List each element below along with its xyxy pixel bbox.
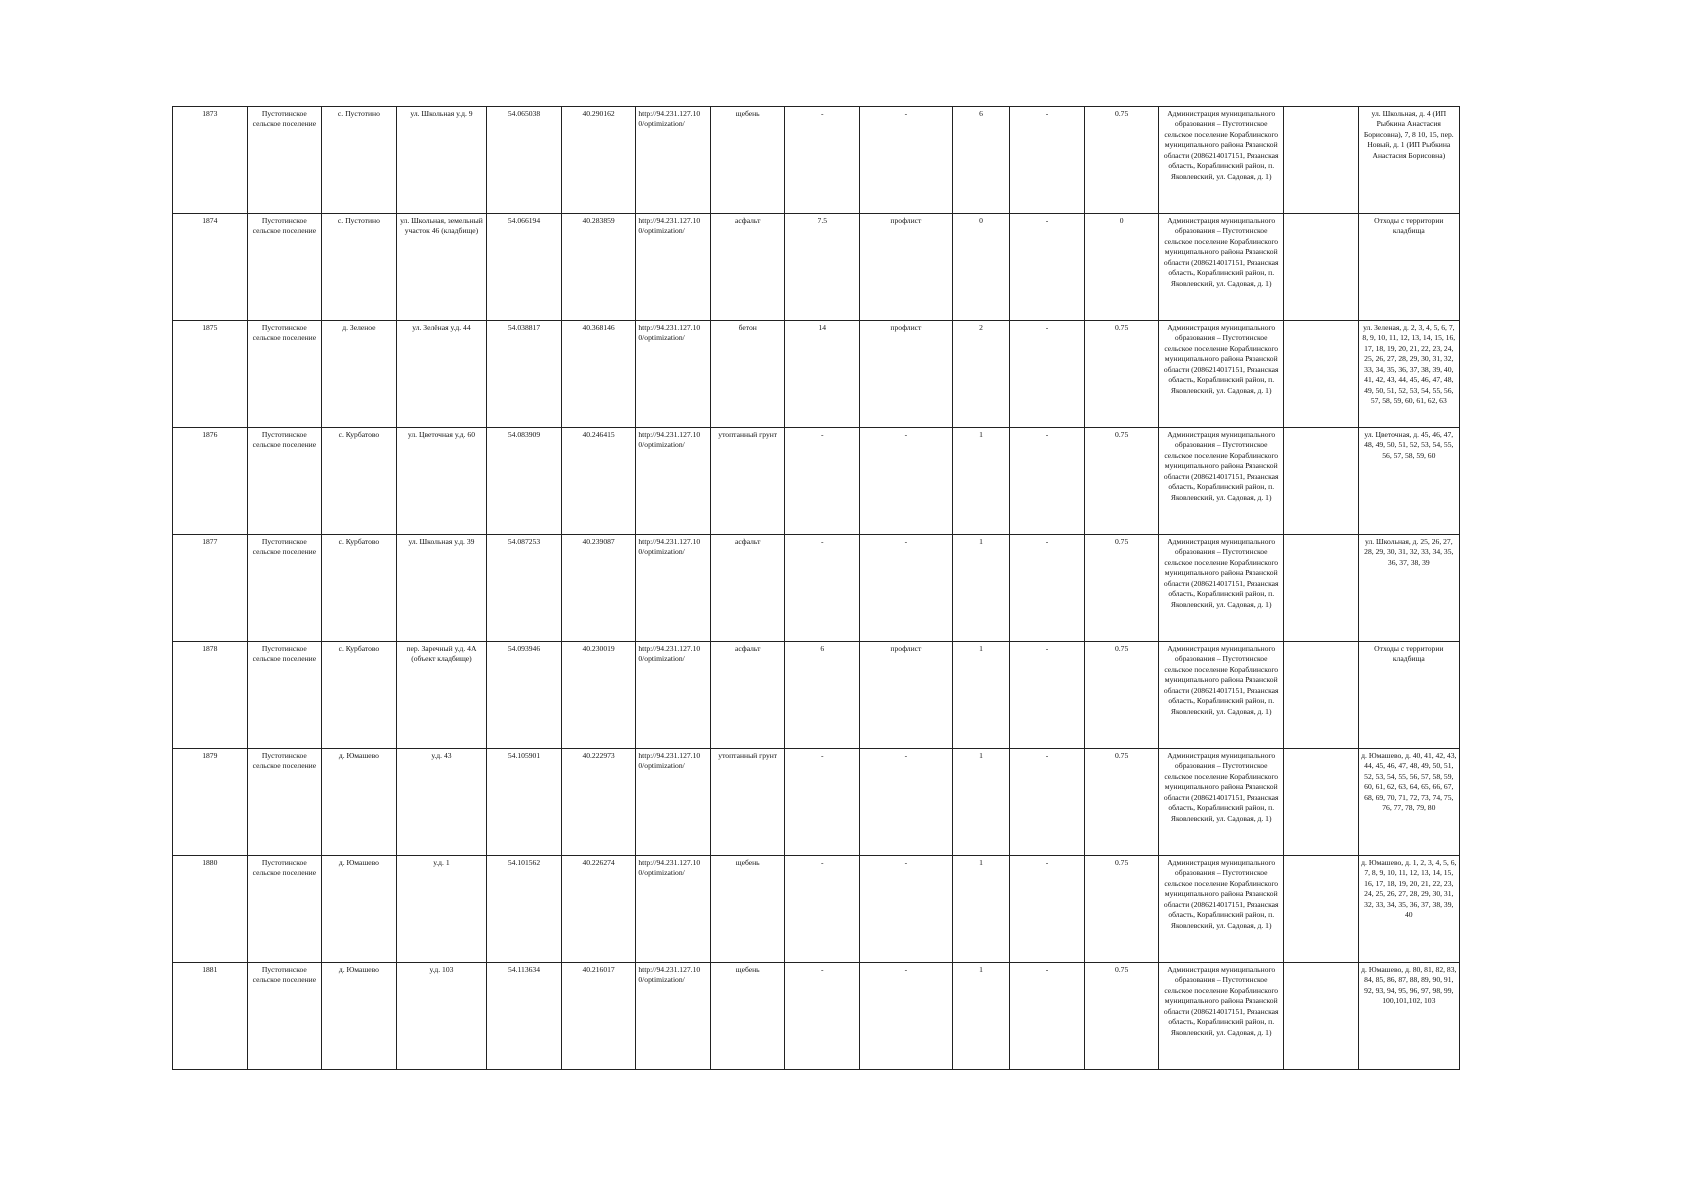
empty-cell [1284, 749, 1359, 856]
containers-count-cell: 1 [952, 535, 1010, 642]
empty-cell [1284, 963, 1359, 1070]
owner-cell: Администрация муниципального образования – Пустотинское сельское поселение Кораблинского муниципального района Рязанской области (2086214017151, Рязанская область, Кораблинский район, п. Яковлевский, ул. Садовая, д. 1) [1159, 321, 1284, 428]
address-cell: у.д. 1 [396, 856, 487, 963]
longitude-cell: 40.290162 [561, 107, 636, 214]
row-number: 1881 [173, 963, 248, 1070]
placeholder-cell: - [1010, 963, 1085, 1070]
owner-cell: Администрация муниципального образования – Пустотинское сельское поселение Кораблинского муниципального района Рязанской области (2086214017151, Рязанская область, Кораблинский район, п. Яковлевский, ул. Садовая, д. 1) [1159, 749, 1284, 856]
waste-sources-cell: Отходы с территории кладбища [1358, 214, 1459, 321]
placeholder-cell: - [1010, 107, 1085, 214]
row-number: 1875 [173, 321, 248, 428]
link-cell: http://94.231.127.10 0/optimization/ [636, 963, 711, 1070]
empty-cell [1284, 428, 1359, 535]
locality-cell: с. Пустотино [322, 214, 397, 321]
settlement-cell: Пустотинское сельское поселение [247, 749, 322, 856]
area-cell: 14 [785, 321, 860, 428]
row-number: 1874 [173, 214, 248, 321]
surface-cell: бетон [710, 321, 785, 428]
owner-cell: Администрация муниципального образования – Пустотинское сельское поселение Кораблинского муниципального района Рязанской области (2086214017151, Рязанская область, Кораблинский район, п. Яковлевский, ул. Садовая, д. 1) [1159, 214, 1284, 321]
settlement-cell: Пустотинское сельское поселение [247, 642, 322, 749]
settlement-cell: Пустотинское сельское поселение [247, 214, 322, 321]
longitude-cell: 40.222973 [561, 749, 636, 856]
locality-cell: с. Курбатово [322, 428, 397, 535]
containers-count-cell: 0 [952, 214, 1010, 321]
table-row [173, 214, 1460, 321]
surface-cell: утоптанный грунт [710, 428, 785, 535]
fence-cell: - [860, 856, 953, 963]
volume-cell: 0.75 [1084, 107, 1159, 214]
containers-count-cell: 2 [952, 321, 1010, 428]
longitude-cell: 40.216017 [561, 963, 636, 1070]
link-cell: http://94.231.127.10 0/optimization/ [636, 535, 711, 642]
link-cell: http://94.231.127.10 0/optimization/ [636, 321, 711, 428]
area-cell: - [785, 963, 860, 1070]
data-table [172, 106, 1460, 1070]
locality-cell: с. Курбатово [322, 535, 397, 642]
table-row [173, 856, 1460, 963]
longitude-cell: 40.226274 [561, 856, 636, 963]
row-number: 1873 [173, 107, 248, 214]
containers-count-cell: 1 [952, 963, 1010, 1070]
link-cell: http://94.231.127.10 0/optimization/ [636, 856, 711, 963]
waste-sources-cell: ул. Школьная, д. 4 (ИП Рыбкина Анастасия Борисовна), 7, 8 10, 15, пер. Новый, д. 1 (ИП Рыбкина Анастасия Борисовна) [1358, 107, 1459, 214]
table-row [173, 321, 1460, 428]
volume-cell: 0.75 [1084, 963, 1159, 1070]
locality-cell: д. Юмашево [322, 963, 397, 1070]
address-cell: у.д. 103 [396, 963, 487, 1070]
latitude-cell: 54.093946 [487, 642, 562, 749]
waste-sources-cell: ул. Зеленая, д. 2, 3, 4, 5, 6, 7, 8, 9, 10, 11, 12, 13, 14, 15, 16, 17, 18, 19, 20, 21, 22, 23, 24, 25, 26, 27, 28, 29, 30, 31, 32, 33, 34, 35, 36, 37, 38, 39, 40, 41, 42, 43, 44, 45, 46, 47, 48, 49, 50, 51, 52, 53, 54, 55, 56, 57, 58, 59, 60, 61, 62, 63 [1358, 321, 1459, 428]
waste-sources-cell: Отходы с территории кладбища [1358, 642, 1459, 749]
volume-cell: 0.75 [1084, 321, 1159, 428]
address-cell: ул. Зелёная у.д. 44 [396, 321, 487, 428]
fence-cell: - [860, 428, 953, 535]
volume-cell: 0.75 [1084, 642, 1159, 749]
fence-cell: профлист [860, 642, 953, 749]
fence-cell: - [860, 963, 953, 1070]
waste-sources-cell: д. Юмашево, д. 1, 2, 3, 4, 5, 6, 7, 8, 9, 10, 11, 12, 13, 14, 15, 16, 17, 18, 19, 20, 21, 22, 23, 24, 25, 26, 27, 28, 29, 30, 31, 32, 33, 34, 35, 36, 37, 38, 39, 40 [1358, 856, 1459, 963]
empty-cell [1284, 214, 1359, 321]
placeholder-cell: - [1010, 535, 1085, 642]
surface-cell: щебень [710, 856, 785, 963]
placeholder-cell: - [1010, 749, 1085, 856]
containers-count-cell: 1 [952, 428, 1010, 535]
volume-cell: 0.75 [1084, 749, 1159, 856]
placeholder-cell: - [1010, 856, 1085, 963]
empty-cell [1284, 535, 1359, 642]
row-number: 1880 [173, 856, 248, 963]
settlement-cell: Пустотинское сельское поселение [247, 856, 322, 963]
row-number: 1878 [173, 642, 248, 749]
area-cell: - [785, 428, 860, 535]
locality-cell: д. Юмашево [322, 749, 397, 856]
address-cell: у.д. 43 [396, 749, 487, 856]
locality-cell: с. Курбатово [322, 642, 397, 749]
table-row [173, 749, 1460, 856]
empty-cell [1284, 107, 1359, 214]
surface-cell: асфальт [710, 642, 785, 749]
surface-cell: щебень [710, 107, 785, 214]
containers-count-cell: 1 [952, 749, 1010, 856]
waste-sources-cell: д. Юмашево, д. 40, 41, 42, 43, 44, 45, 46, 47, 48, 49, 50, 51, 52, 53, 54, 55, 56, 57, 58, 59, 60, 61, 62, 63, 64, 65, 66, 67, 68, 69, 70, 71, 72, 73, 74, 75, 76, 77, 78, 79, 80 [1358, 749, 1459, 856]
containers-count-cell: 1 [952, 856, 1010, 963]
longitude-cell: 40.246415 [561, 428, 636, 535]
locality-cell: с. Пустотино [322, 107, 397, 214]
table-row [173, 107, 1460, 214]
waste-sources-cell: ул. Школьная, д. 25, 26, 27, 28, 29, 30, 31, 32, 33, 34, 35, 36, 37, 38, 39 [1358, 535, 1459, 642]
longitude-cell: 40.368146 [561, 321, 636, 428]
latitude-cell: 54.087253 [487, 535, 562, 642]
volume-cell: 0.75 [1084, 856, 1159, 963]
placeholder-cell: - [1010, 214, 1085, 321]
latitude-cell: 54.066194 [487, 214, 562, 321]
volume-cell: 0.75 [1084, 428, 1159, 535]
placeholder-cell: - [1010, 642, 1085, 749]
waste-sources-cell: ул. Цветочная, д. 45, 46, 47, 48, 49, 50, 51, 52, 53, 54, 55, 56, 57, 58, 59, 60 [1358, 428, 1459, 535]
fence-cell: - [860, 107, 953, 214]
latitude-cell: 54.065038 [487, 107, 562, 214]
row-number: 1879 [173, 749, 248, 856]
surface-cell: асфальт [710, 214, 785, 321]
latitude-cell: 54.113634 [487, 963, 562, 1070]
surface-cell: утоптанный грунт [710, 749, 785, 856]
fence-cell: профлист [860, 321, 953, 428]
address-cell: ул. Школьная у.д. 39 [396, 535, 487, 642]
link-cell: http://94.231.127.10 0/optimization/ [636, 107, 711, 214]
volume-cell: 0.75 [1084, 535, 1159, 642]
placeholder-cell: - [1010, 428, 1085, 535]
owner-cell: Администрация муниципального образования – Пустотинское сельское поселение Кораблинского муниципального района Рязанской области (2086214017151, Рязанская область, Кораблинский район, п. Яковлевский, ул. Садовая, д. 1) [1159, 642, 1284, 749]
placeholder-cell: - [1010, 321, 1085, 428]
empty-cell [1284, 321, 1359, 428]
link-cell: http://94.231.127.10 0/optimization/ [636, 749, 711, 856]
latitude-cell: 54.101562 [487, 856, 562, 963]
owner-cell: Администрация муниципального образования – Пустотинское сельское поселение Кораблинского муниципального района Рязанской области (2086214017151, Рязанская область, Кораблинский район, п. Яковлевский, ул. Садовая, д. 1) [1159, 856, 1284, 963]
area-cell: - [785, 749, 860, 856]
waste-sources-cell: д. Юмашево, д. 80, 81, 82, 83, 84, 85, 86, 87, 88, 89, 90, 91, 92, 93, 94, 95, 96, 97, 98, 99, 100,101,102, 103 [1358, 963, 1459, 1070]
settlement-cell: Пустотинское сельское поселение [247, 428, 322, 535]
locality-cell: д. Зеленое [322, 321, 397, 428]
latitude-cell: 54.105901 [487, 749, 562, 856]
row-number: 1877 [173, 535, 248, 642]
link-cell: http://94.231.127.10 0/optimization/ [636, 642, 711, 749]
settlement-cell: Пустотинское сельское поселение [247, 321, 322, 428]
fence-cell: профлист [860, 214, 953, 321]
locality-cell: д. Юмашево [322, 856, 397, 963]
owner-cell: Администрация муниципального образования – Пустотинское сельское поселение Кораблинского муниципального района Рязанской области (2086214017151, Рязанская область, Кораблинский район, п. Яковлевский, ул. Садовая, д. 1) [1159, 428, 1284, 535]
row-number: 1876 [173, 428, 248, 535]
link-cell: http://94.231.127.10 0/optimization/ [636, 214, 711, 321]
address-cell: ул. Цветочная у.д. 60 [396, 428, 487, 535]
fence-cell: - [860, 535, 953, 642]
table-row [173, 963, 1460, 1070]
longitude-cell: 40.283859 [561, 214, 636, 321]
volume-cell: 0 [1084, 214, 1159, 321]
owner-cell: Администрация муниципального образования – Пустотинское сельское поселение Кораблинского муниципального района Рязанской области (2086214017151, Рязанская область, Кораблинский район, п. Яковлевский, ул. Садовая, д. 1) [1159, 107, 1284, 214]
area-cell: 7.5 [785, 214, 860, 321]
containers-count-cell: 6 [952, 107, 1010, 214]
empty-cell [1284, 642, 1359, 749]
settlement-cell: Пустотинское сельское поселение [247, 107, 322, 214]
empty-cell [1284, 856, 1359, 963]
table-row [173, 535, 1460, 642]
surface-cell: щебень [710, 963, 785, 1070]
settlement-cell: Пустотинское сельское поселение [247, 535, 322, 642]
area-cell: 6 [785, 642, 860, 749]
latitude-cell: 54.083909 [487, 428, 562, 535]
fence-cell: - [860, 749, 953, 856]
table-row [173, 642, 1460, 749]
area-cell: - [785, 856, 860, 963]
longitude-cell: 40.239087 [561, 535, 636, 642]
area-cell: - [785, 107, 860, 214]
settlement-cell: Пустотинское сельское поселение [247, 963, 322, 1070]
owner-cell: Администрация муниципального образования – Пустотинское сельское поселение Кораблинского муниципального района Рязанской области (2086214017151, Рязанская область, Кораблинский район, п. Яковлевский, ул. Садовая, д. 1) [1159, 963, 1284, 1070]
latitude-cell: 54.038817 [487, 321, 562, 428]
owner-cell: Администрация муниципального образования – Пустотинское сельское поселение Кораблинского муниципального района Рязанской области (2086214017151, Рязанская область, Кораблинский район, п. Яковлевский, ул. Садовая, д. 1) [1159, 535, 1284, 642]
link-cell: http://94.231.127.10 0/optimization/ [636, 428, 711, 535]
surface-cell: асфальт [710, 535, 785, 642]
address-cell: пер. Заречный у.д. 4А (объект кладбище) [396, 642, 487, 749]
containers-count-cell: 1 [952, 642, 1010, 749]
table-row [173, 428, 1460, 535]
longitude-cell: 40.230019 [561, 642, 636, 749]
address-cell: ул. Школьная у.д. 9 [396, 107, 487, 214]
address-cell: ул. Школьная, земельный участок 46 (кладбище) [396, 214, 487, 321]
area-cell: - [785, 535, 860, 642]
